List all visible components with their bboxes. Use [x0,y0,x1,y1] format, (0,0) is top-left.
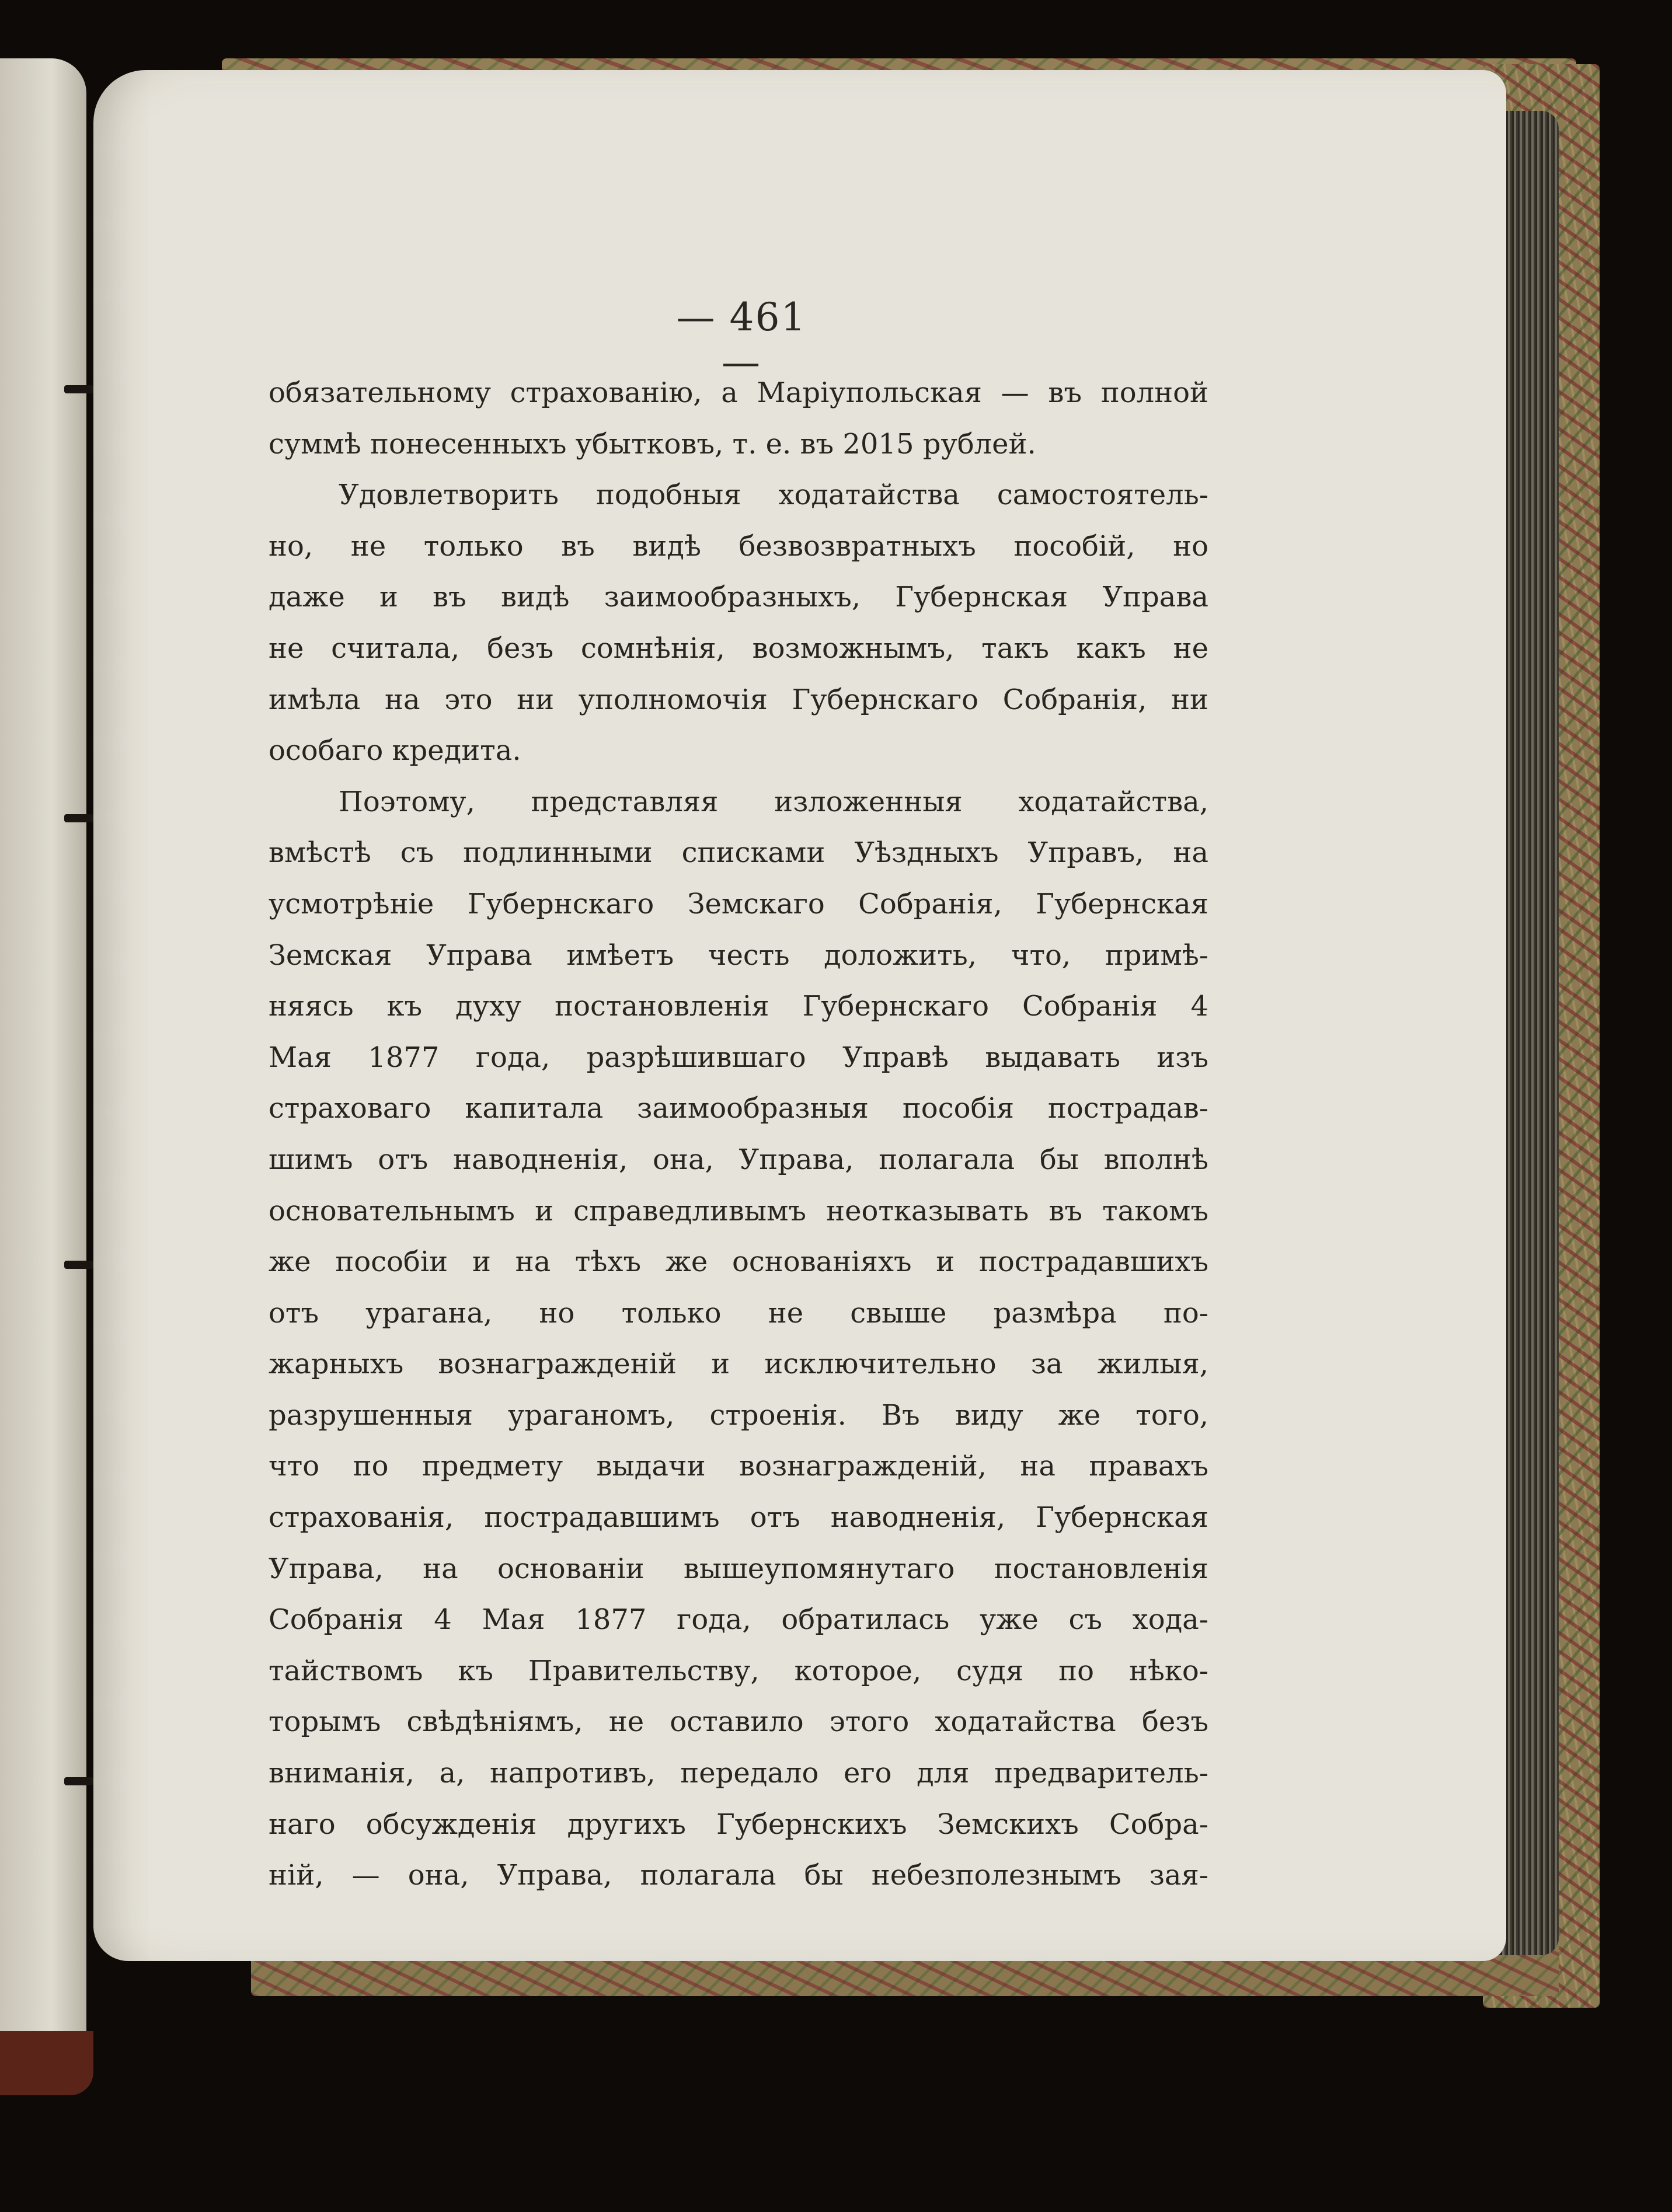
text-line: шимъ отъ наводненія, она, Управа, полагала бы вполнѣ [269,1143,1208,1176]
text-line: разрушенныя ураганомъ, строенія. Въ виду же того, [269,1398,1208,1432]
text-line: жарныхъ вознагражденій и исключительно за жилыя, [269,1348,1208,1381]
text-line: обязательному страхованію, а Маріупольская — въ полной [269,376,1208,409]
page-number: — 461 — [676,295,807,385]
binding-stitch [64,814,93,822]
text-line: Поэтому, представляя изложенныя ходатайства, [339,785,1208,818]
text-line: что по предмету выдачи вознагражденій, на правахъ [269,1450,1208,1483]
text-line: вниманія, а, напротивъ, передало его для предваритель- [269,1757,1208,1790]
binding-stitch [64,385,93,393]
binding-stitch [64,1777,93,1785]
text-line: наго обсужденія другихъ Губернскихъ Земскихъ Собра- [269,1808,1208,1841]
text-line: Управа, на основаніи вышеупомянутаго постановленія [269,1552,1208,1585]
text-line: не считала, безъ сомнѣнія, возможнымъ, такъ какъ не [269,631,1208,665]
text-line: няясь къ духу постановленія Губернскаго Собранія 4 [269,990,1208,1023]
text-line: усмотрѣніе Губернскаго Земскаго Собранія, Губернская [269,887,1208,920]
text-line: Собранія 4 Мая 1877 года, обратилась уже съ хода- [269,1603,1208,1637]
text-line: суммѣ понесенныхъ убытковъ, т. е. въ 2015 рублей. [269,427,1036,460]
page-body-text [269,368,1208,1902]
text-line: торымъ свѣдѣніямъ, не оставило этого ходатайства безъ [269,1705,1208,1739]
text-line: вмѣстѣ съ подлинными списками Уѣздныхъ Управъ, на [269,836,1208,870]
text-line: Земская Управа имѣетъ честь доложить, что, примѣ- [269,938,1208,972]
text-line: особаго кредита. [269,734,521,767]
text-line: но, не только въ видѣ безвозвратныхъ пособій, но [269,529,1208,563]
text-line: отъ урагана, но только не свыше размѣра по- [269,1296,1208,1330]
text-line: имѣла на это ни уполномочія Губернскаго Собранія, ни [269,683,1208,716]
text-line: страховаго капитала заимообразныя пособія пострадав- [269,1092,1208,1125]
binding-stitch [64,1261,93,1269]
text-line: Удовлетворить подобныя ходатайства самостоятель- [339,479,1208,512]
text-line: ній, — она, Управа, полагала бы небезполезнымъ зая- [269,1859,1208,1892]
text-line: же пособіи и на тѣхъ же основаніяхъ и пострадавшихъ [269,1245,1208,1279]
text-line: Мая 1877 года, разрѣшившаго Управѣ выдавать изъ [269,1041,1208,1074]
text-line: даже и въ видѣ заимообразныхъ, Губернская Управа [269,581,1208,614]
left-cover-board [0,2031,93,2095]
text-line: основательнымъ и справедливымъ неотказывать въ такомъ [269,1194,1208,1227]
text-line: страхованія, пострадавшимъ отъ наводненія, Губернская [269,1501,1208,1534]
text-line: тайствомъ къ Правительству, которое, судя по нѣко- [269,1654,1208,1687]
